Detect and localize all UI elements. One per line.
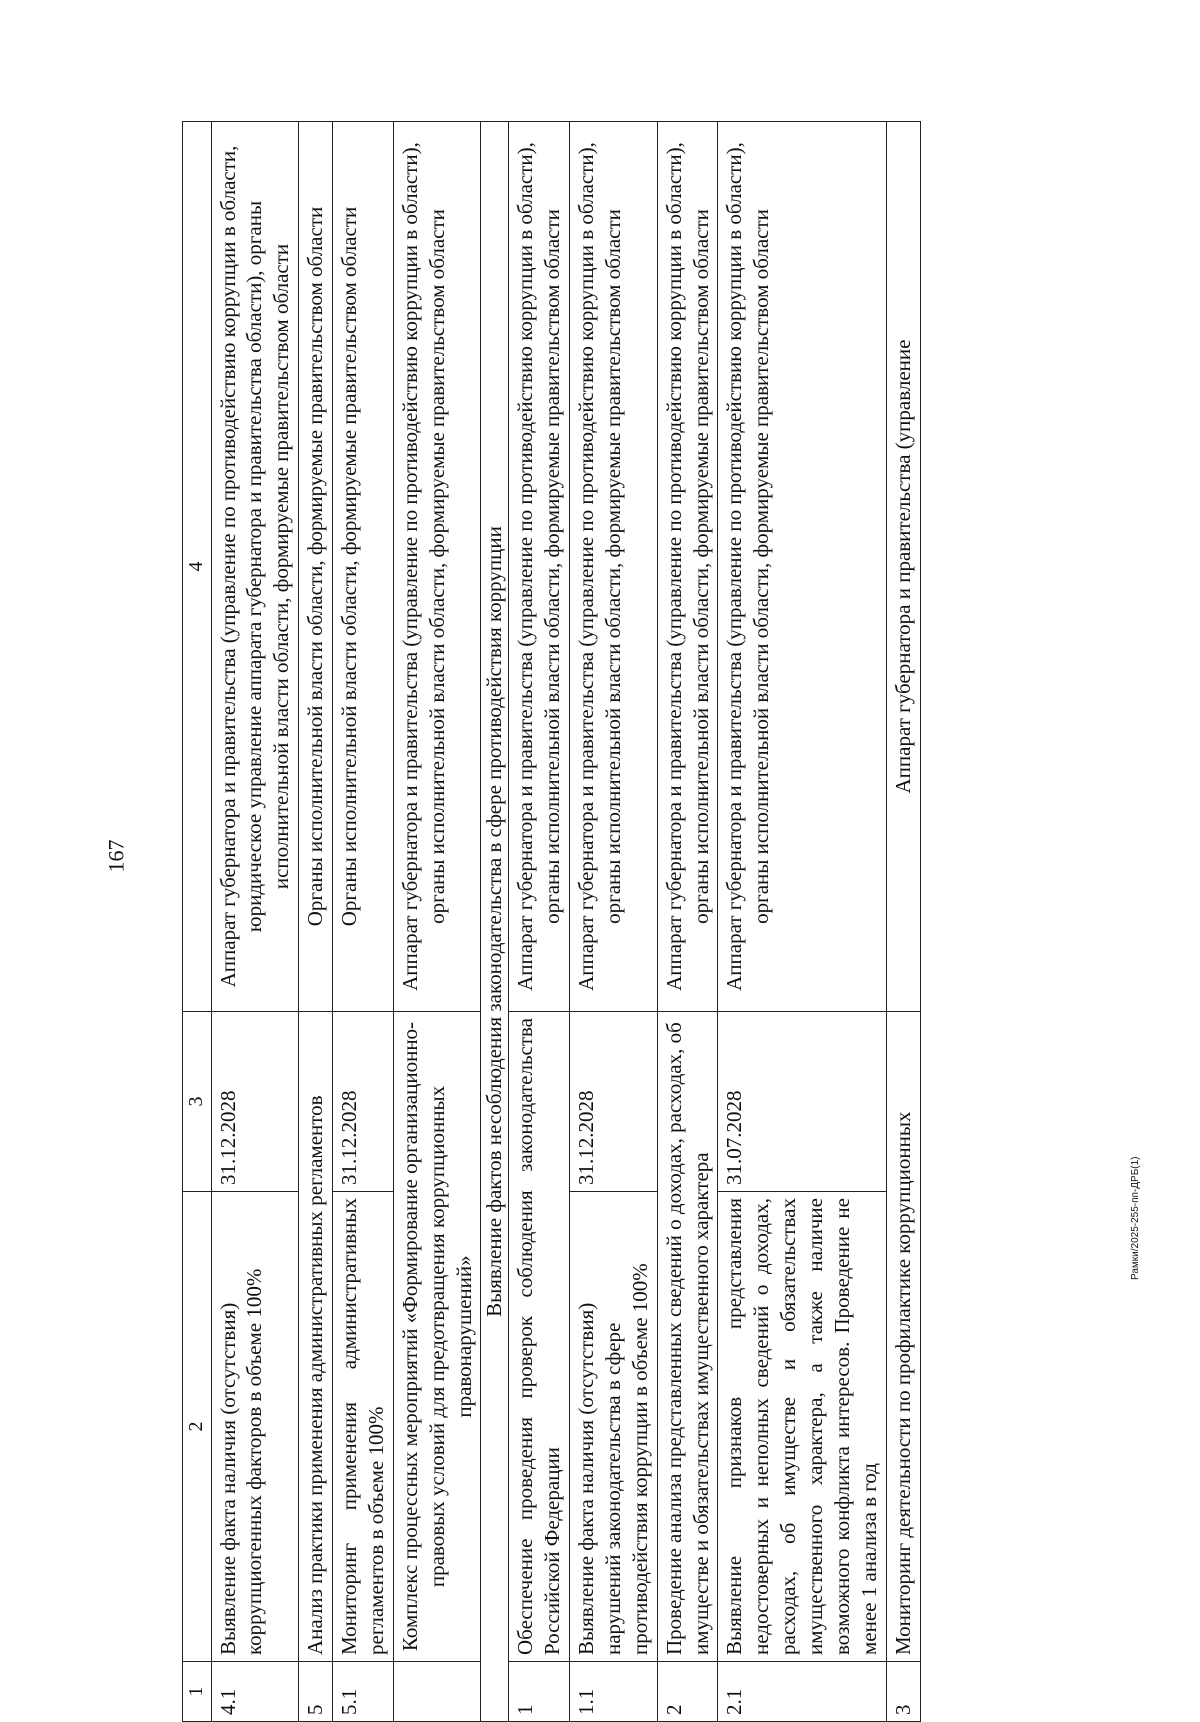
row-number [393,1662,481,1722]
table-row [333,122,394,1722]
section-row [481,122,509,1722]
complex-title: Комплекс процессных мероприятий «Формирование организационно-правовых условий для предотвращения коррупционных правонарушений» [393,1012,481,1662]
responsible: Органы исполнительной власти области, формируемые правительством области [333,122,394,1012]
header-cell: 3 [183,1012,212,1192]
responsible: Аппарат губернатора и правительства (управление [886,122,920,1012]
document-table-frame [182,122,1102,1722]
row-number: 2 [657,1662,718,1722]
row-number: 1 [509,1662,570,1722]
table-row [657,122,718,1722]
task-text: Выявление факта наличия (отсутствия) нарушений законодательства в сфере противодействия коррупции в объеме 100% [570,1192,658,1662]
responsible: Аппарат губернатора и правительства (управление по противодействию коррупции в области, юридическое управление аппарата губернатора и правительства области), органы исполнительной власти области, формируемые правительством области [211,122,299,1012]
task-text: Выявление факта наличия (отсутствия) коррупциогенных факторов в объеме 100% [211,1192,299,1662]
responsible: Аппарат губернатора и правительства (управление по противодействию коррупции в области), органы исполнительной власти области, формируемые правительством области [718,122,886,1012]
task-text: Выявление признаков представления недостоверных и неполных сведений о доходах, расходах, об имуществе и обязательствах имущественного характера, а также наличие возможного конфликта интересов. Проведение не менее 1 анализа в год [718,1192,886,1662]
row-number: 1.1 [570,1662,658,1722]
task-text: Проведение анализа представленных сведений о доходах, расходах, об имуществе и обязательствах имущественного характера [657,1012,718,1662]
row-number: 2.1 [718,1662,886,1722]
section-title: Выявление фактов несоблюдения законодательства в сфере противодействия коррупции [481,122,509,1722]
table-row [570,122,658,1722]
page-number: 167 [103,839,129,873]
task-text: Анализ практики применения административных регламентов [299,1012,333,1662]
task-text: Обеспечение проведения проверок соблюдения законодательства Российской Федерации [509,1012,570,1662]
task-text: Мониторинг применения административных регламентов в объеме 100% [333,1192,394,1662]
row-number: 3 [886,1662,920,1722]
table-header-row [183,122,212,1722]
table-row [393,122,481,1722]
header-cell: 1 [183,1662,212,1722]
row-number: 5.1 [333,1662,394,1722]
deadline: 31.12.2028 [333,1012,394,1192]
table-row [299,122,333,1722]
deadline: 31.12.2028 [211,1012,299,1192]
measures-table [182,121,921,1722]
header-cell: 4 [183,122,212,1012]
row-number: 5 [299,1662,333,1722]
responsible: Аппарат губернатора и правительства (управление по противодействию коррупции в области), органы исполнительной власти области, формируемые правительством области [509,122,570,1012]
header-cell: 2 [183,1192,212,1662]
deadline: 31.07.2028 [718,1012,886,1192]
table-row [509,122,570,1722]
responsible: Аппарат губернатора и правительства (управление по противодействию коррупции в области), органы исполнительной власти области, формируемые правительством области [657,122,718,1012]
table-row [718,122,886,1722]
responsible: Аппарат губернатора и правительства (управление по противодействию коррупции в области), органы исполнительной власти области, формируемые правительством области [570,122,658,1012]
deadline: 31.12.2028 [570,1012,658,1192]
responsible: Аппарат губернатора и правительства (управление по противодействию коррупции в области), органы исполнительной власти области, формируемые правительством области [393,122,481,1012]
task-text: Мониторинг деятельности по профилактике коррупционных [886,1012,920,1662]
row-number: 4.1 [211,1662,299,1722]
table-row [886,122,920,1722]
responsible: Органы исполнительной власти области, формируемые правительством области [299,122,333,1012]
table-row [211,122,299,1722]
